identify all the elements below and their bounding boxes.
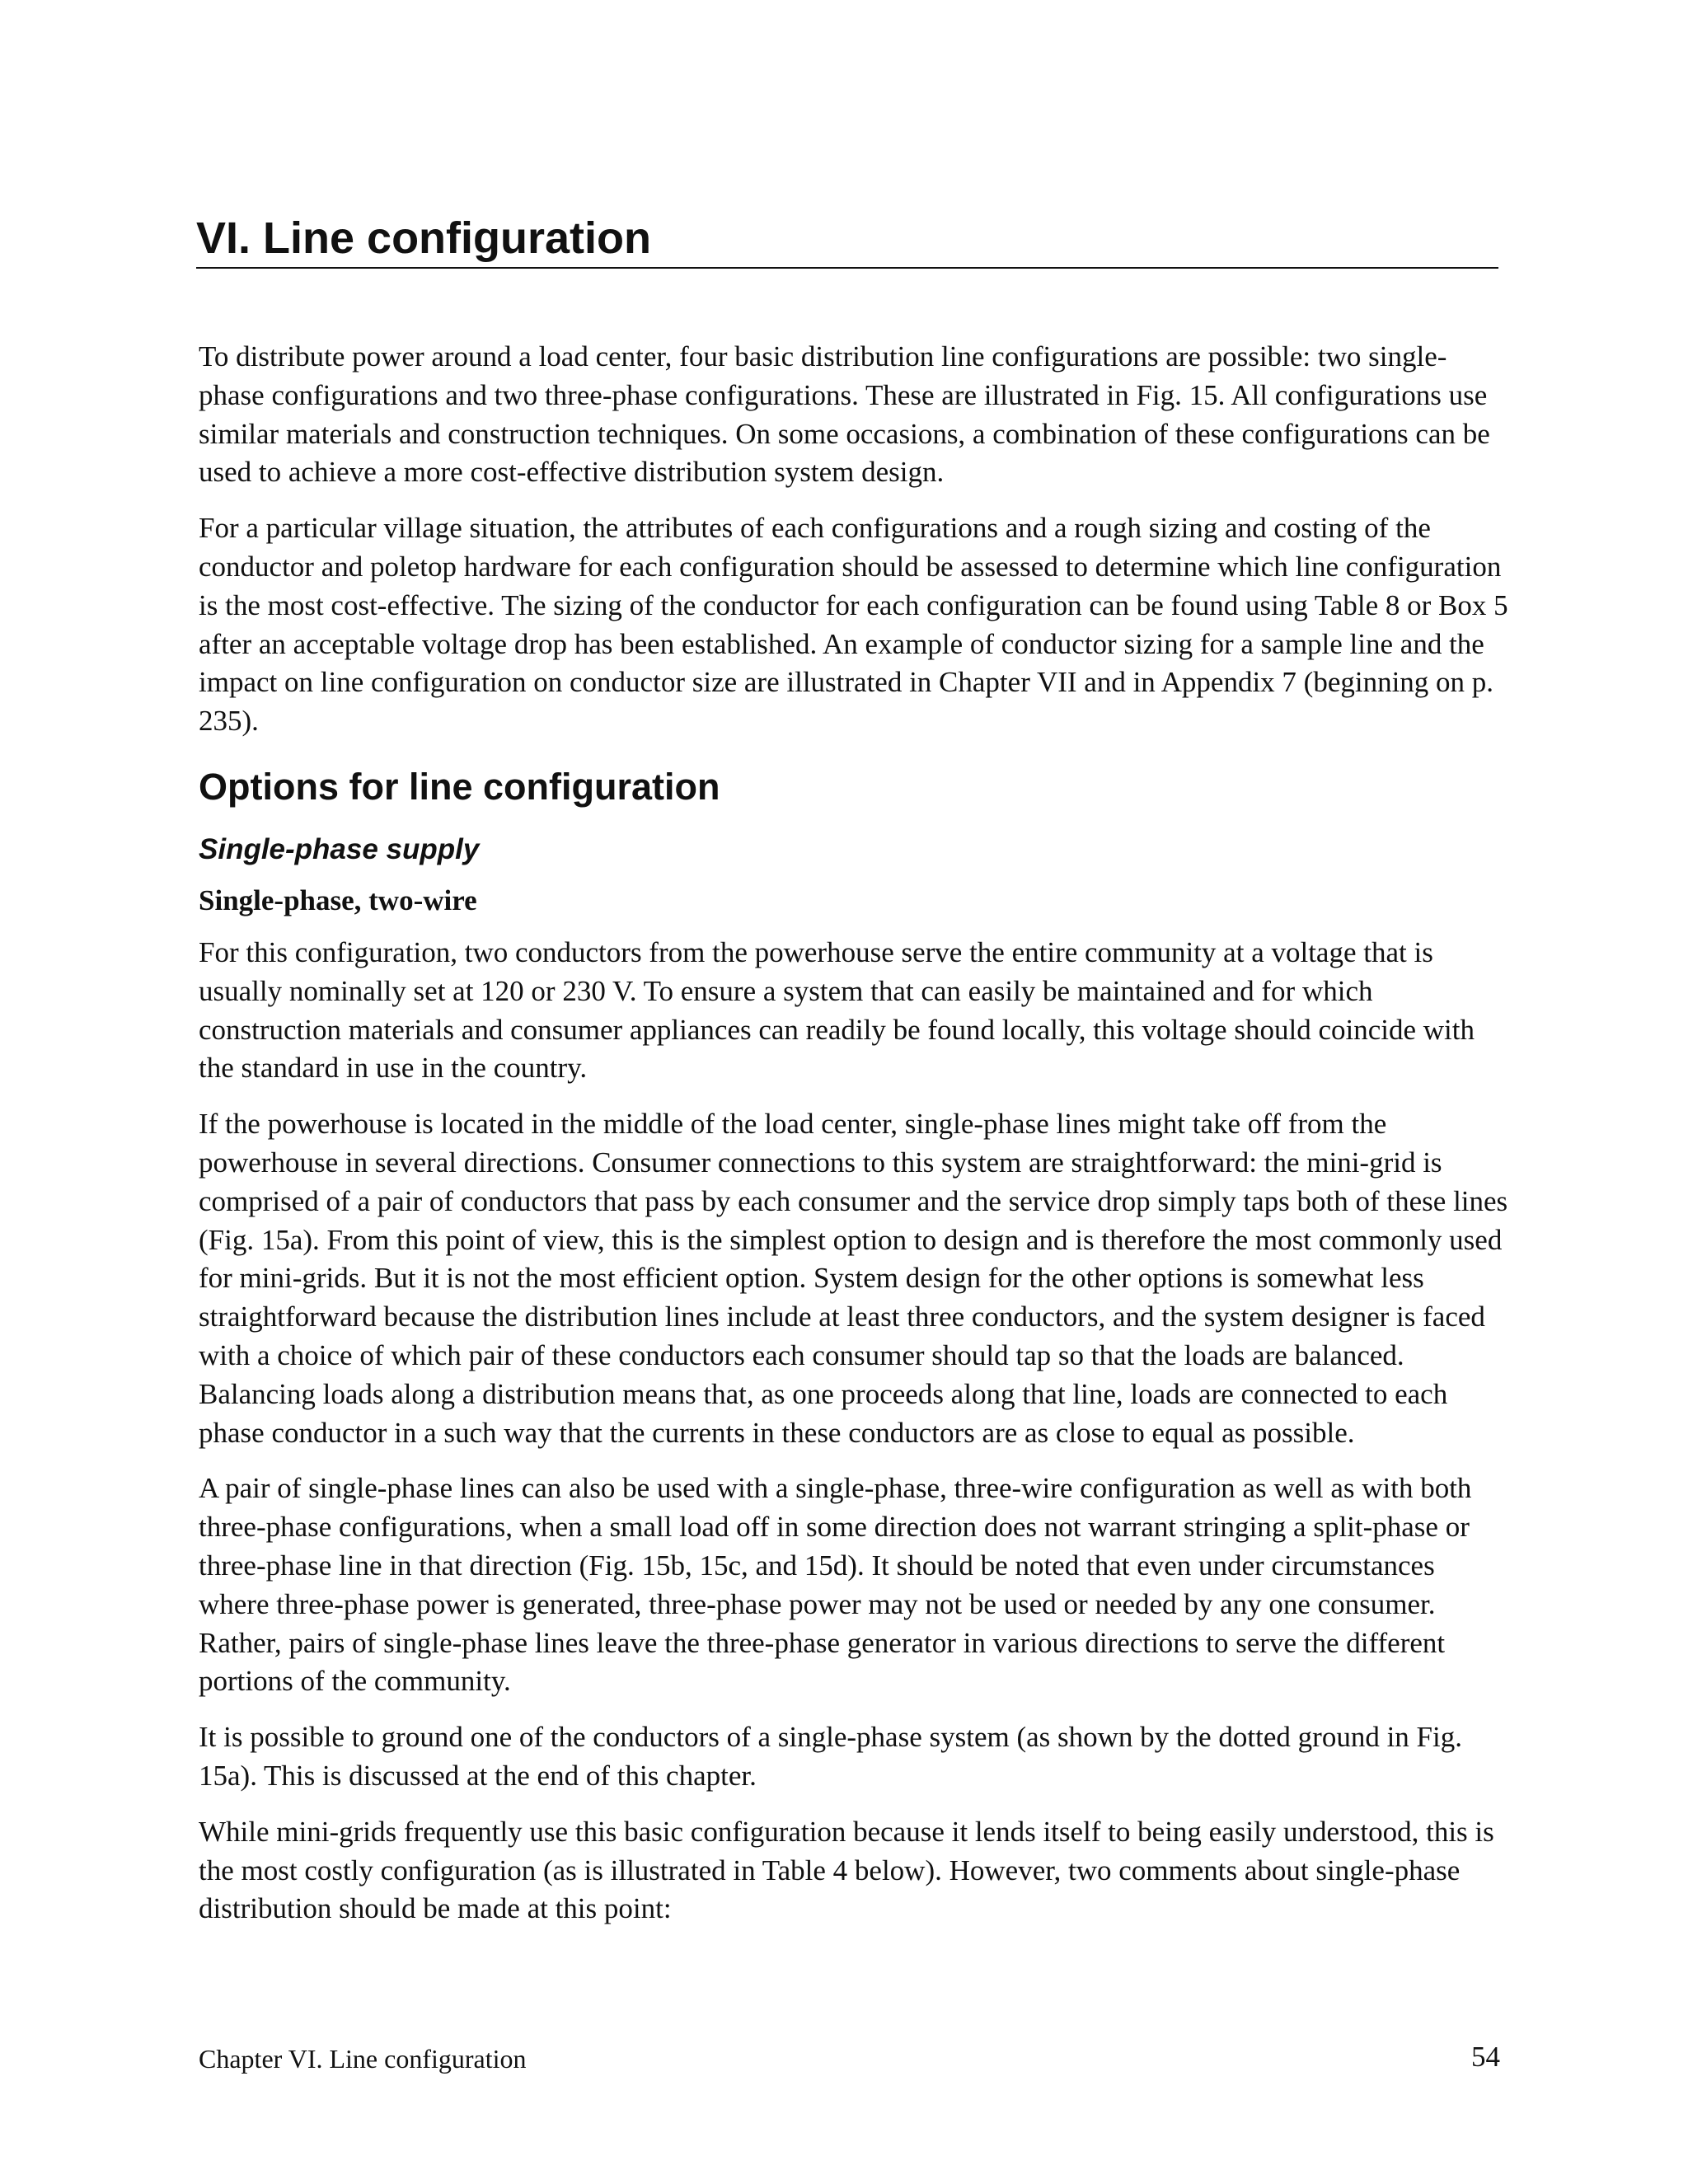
two-wire-paragraph-1: For this configuration, two conductors from the powerhouse serve the entire community at a voltage that is usually nominally set at 120 or 230 V. To ensure a system that can easily be maintained and for which construction materials and consumer appliances can readily be found locally, this voltage should coincide with the standard in use in the country. (199, 935, 1475, 1085)
intro-paragraph-2: For a particular village situation, the attributes of each configurations and a rough sizing and costing of the conductor and poletop hardware for each configuration should be assessed to determine which line configuration is the most cost-effective. The sizing of the conductor for each configuration can be found using Table 8 or Box 5 after an acceptable voltage drop has been established. An example of conductor sizing for a sample line and the impact on line configuration on conductor size are illustrated in Chapter VII and in Appendix 7 (beginning on p. 235). (199, 512, 1508, 738)
footer-chapter-label: Chapter VI. Line configuration (199, 2044, 527, 2074)
minor-heading-single-phase-two-wire: Single-phase, two-wire (199, 883, 477, 916)
footer-page-number: 54 (1471, 2041, 1500, 2073)
chapter-title: VI. Line configuration (196, 211, 1498, 269)
two-wire-paragraph-2: If the powerhouse is located in the middle of the load center, single-phase lines might take off from the powerhouse in several directions. Consumer connections to this system are straightforward: the mini-grid is comprised of a pair of conductors that pass by each consumer and the service drop simply taps both of these lines (Fig. 15a). From this point of view, this is the simplest option to design and is therefore the most commonly used for mini-grids. But it is not the most efficient option. System design for the other options is somewhat less straightforward because the distribution lines include at least three conductors, and the system designer is faced with a choice of which pair of these conductors each consumer should tap so that the loads are balanced. Balancing loads along a distribution means that, as one proceeds along that line, loads are connected to each phase conductor in a such way that the currents in these conductors are as close to equal as possible. (199, 1108, 1508, 1449)
subsection-heading-single-phase-supply: Single-phase supply (199, 832, 480, 865)
two-wire-paragraph-3: A pair of single-phase lines can also be used with a single-phase, three-wire configuration as well as with both three-phase configurations, when a small load off in some direction does not warrant stringing a split-phase or three-phase line in that direction (Fig. 15b, 15c, and 15d). It should be noted that even under circumstances where three-phase power is generated, three-phase power may not be used or needed by any one consumer. Rather, pairs of single-phase lines leave the three-phase generator in various directions to serve the different portions of the community. (199, 1472, 1472, 1698)
intro-paragraph-1: To distribute power around a load center, four basic distribution line configurations are possible: two single-phase configurations and two three-phase configurations. These are illustrated in Fig. 15. All configurations use similar materials and construction techniques. On some occasions, a combination of these configurations can be used to achieve a more cost-effective distribution system design. (199, 340, 1490, 489)
body-text (199, 338, 1509, 1945)
section-heading-options: Options for line configuration (199, 765, 720, 808)
two-wire-paragraph-5: While mini-grids frequently use this basic configuration because it lends itself to being easily understood, this is the most costly configuration (as is illustrated in Table 4 below). However, two comments about single-phase distribution should be made at this point: (199, 1815, 1494, 1925)
two-wire-paragraph-4: It is possible to ground one of the conductors of a single-phase system (as shown by the dotted ground in Fig. 15a). This is discussed at the end of this chapter. (199, 1721, 1462, 1792)
